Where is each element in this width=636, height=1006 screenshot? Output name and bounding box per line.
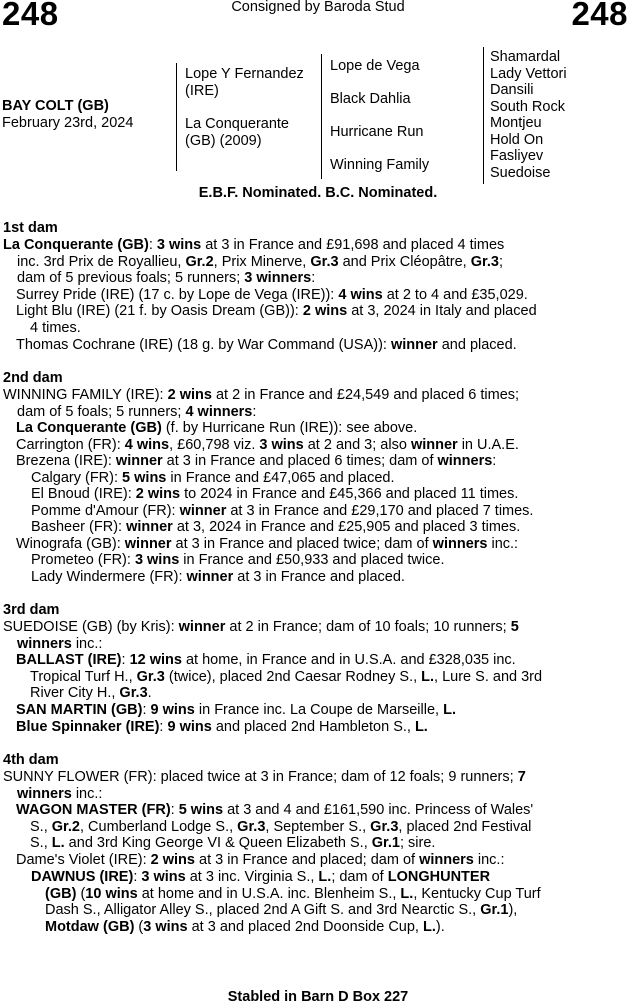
lot-number-left: 248 [2, 0, 59, 32]
pedigree-g3-1: Lady Vettori [490, 65, 567, 82]
section-fourth-dam: 4th dam [3, 752, 59, 768]
second-dam-grandfoal-6: Lady Windermere (FR): winner at 3 in France and placed. [31, 569, 405, 585]
second-dam-grandfoal-4: Basheer (FR): winner at 3, 2024 in France and £25,905 and placed 3 times. [31, 519, 521, 535]
pedigree-sire-sire: Lope de Vega [330, 58, 420, 74]
third-dam-foal-3: Blue Spinnaker (IRE): 9 wins and placed 2nd Hambleton S., L. [16, 719, 428, 735]
fourth-dam-foal-2: Dame's Violet (IRE): 2 wins at 3 in France and placed; dam of winners inc.: [16, 852, 505, 868]
first-dam-foal-3: Thomas Cochrane (IRE) (18 g. by War Command (USA)): winner and placed. [16, 337, 517, 353]
third-dam-foal-2: SAN MARTIN (GB): 9 wins in France inc. La Coupe de Marseille, L. [16, 702, 456, 718]
second-dam-grandfoal-3: Pomme d'Amour (FR): winner at 3 in France and £29,170 and placed 7 times. [31, 503, 534, 519]
lot-number-right: 248 [571, 0, 628, 32]
second-dam-foal-3: Brezena (IRE): winner at 3 in France and placed 6 times; dam of winners: [16, 453, 497, 469]
pedigree-line-1 [176, 63, 177, 171]
section-third-dam: 3rd dam [3, 602, 60, 618]
section-second-dam: 2nd dam [3, 370, 63, 386]
third-dam-foal-1: BALLAST (IRE): 12 wins at home, in France and in U.S.A. and £328,035 inc. Tropical Turf H., Gr.3 (twice), placed 2nd Caesar Rodney S., L., Lure S. and 3rd River City H., Gr.3. [16, 652, 543, 701]
second-dam-foal-1: La Conquerante (GB) (f. by Hurricane Run (IRE)): see above. [16, 420, 418, 436]
pedigree-dam-sire: Hurricane Run [330, 124, 424, 140]
pedigree-dam: La Conquerante (GB) (2009) [185, 116, 289, 149]
pedigree-g3-0: Shamardal [490, 49, 561, 65]
stabling-footer: Stabled in Barn D Box 227 [227, 989, 409, 1005]
pedigree-sire: Lope Y Fernandez (IRE) [185, 66, 304, 99]
pedigree-g3-5: Hold On [490, 131, 544, 148]
pedigree-g3-4: Montjeu [490, 115, 542, 131]
pedigree-g3-2: Dansili [490, 82, 534, 98]
pedigree-sire-dam: Black Dahlia [330, 91, 411, 107]
fourth-dam-record: SUNNY FLOWER (FR): placed twice at 3 in France; dam of 12 foals; 9 runners; 7 winners inc.: [3, 769, 526, 802]
second-dam-grandfoal-1: Calgary (FR): 5 wins in France and £47,065 and placed. [31, 470, 395, 486]
first-dam-record: La Conquerante (GB): 3 wins at 3 in France and £91,698 and placed 4 times inc. 3rd Prix de Royallieu, Gr.2, Prix Minerve, Gr.3 and Prix Cléopâtre, Gr.3; dam of 5 previous foals; 5 runners; 3 winners: [3, 237, 505, 286]
first-dam-foal-2: Light Blu (IRE) (21 f. by Oasis Dream (GB)): 2 wins at 3, 2024 in Italy and placed 4 times. [16, 303, 537, 336]
first-dam-foal-1: Surrey Pride (IRE) (17 c. by Lope de Vega (IRE)): 4 wins at 2 to 4 and £35,029. [16, 287, 528, 303]
fourth-dam-grandfoal-1: DAWNUS (IRE): 3 wins at 3 inc. Virginia S., L.; dam of LONGHUNTER (GB) (10 wins at home and in U.S.A. inc. Blenheim S., L., Kentucky Cup Turf Dash S., Alligator Alley S., placed 2nd A Gift S. and 3rd Nearctic S., Gr.1), Motdaw (GB) (3 wins at 3 and placed 2nd Doonside Cup, L.). [31, 869, 541, 935]
second-dam-grandfoal-5: Prometeo (FR): 3 wins in France and £50,933 and placed twice. [31, 552, 445, 568]
pedigree-dam-dam: Winning Family [330, 157, 430, 173]
nominations: E.B.F. Nominated. B.C. Nominated. [198, 185, 438, 201]
horse-foaled: February 23rd, 2024 [2, 115, 134, 131]
second-dam-foal-2: Carrington (FR): 4 wins, £60,798 viz. 3 wins at 2 and 3; also winner in U.A.E. [16, 437, 519, 453]
consignor: Consigned by Baroda Stud [231, 0, 405, 15]
pedigree-g3-6: Fasliyev [490, 148, 544, 164]
second-dam-record: WINNING FAMILY (IRE): 2 wins at 2 in France and £24,549 and placed 6 times; dam of 5 foals; 5 runners; 4 winners: [3, 387, 520, 420]
pedigree-g3-3: South Rock [490, 98, 565, 115]
third-dam-record: SUEDOISE (GB) (by Kris): winner at 2 in France; dam of 10 foals; 10 runners; 5 winners inc.: [3, 619, 519, 652]
section-first-dam: 1st dam [3, 220, 58, 236]
pedigree-g3-7: Suedoise [490, 164, 551, 181]
fourth-dam-foal-1: WAGON MASTER (FR): 5 wins at 3 and 4 and £161,590 inc. Princess of Wales' S., Gr.2, Cumberland Lodge S., Gr.3, September S., Gr.3, placed 2nd Festival S., L. and 3rd King George VI & Queen Elizabeth S., Gr.1; sire. [16, 802, 534, 851]
pedigree-line-2 [321, 54, 322, 179]
second-dam-foal-4: Winografa (GB): winner at 3 in France and placed twice; dam of winners inc.: [16, 536, 519, 552]
horse-description: BAY COLT (GB) [2, 98, 109, 114]
pedigree-line-3 [483, 47, 484, 184]
second-dam-grandfoal-2: El Bnoud (IRE): 2 wins to 2024 in France and £45,366 and placed 11 times. [31, 486, 519, 502]
